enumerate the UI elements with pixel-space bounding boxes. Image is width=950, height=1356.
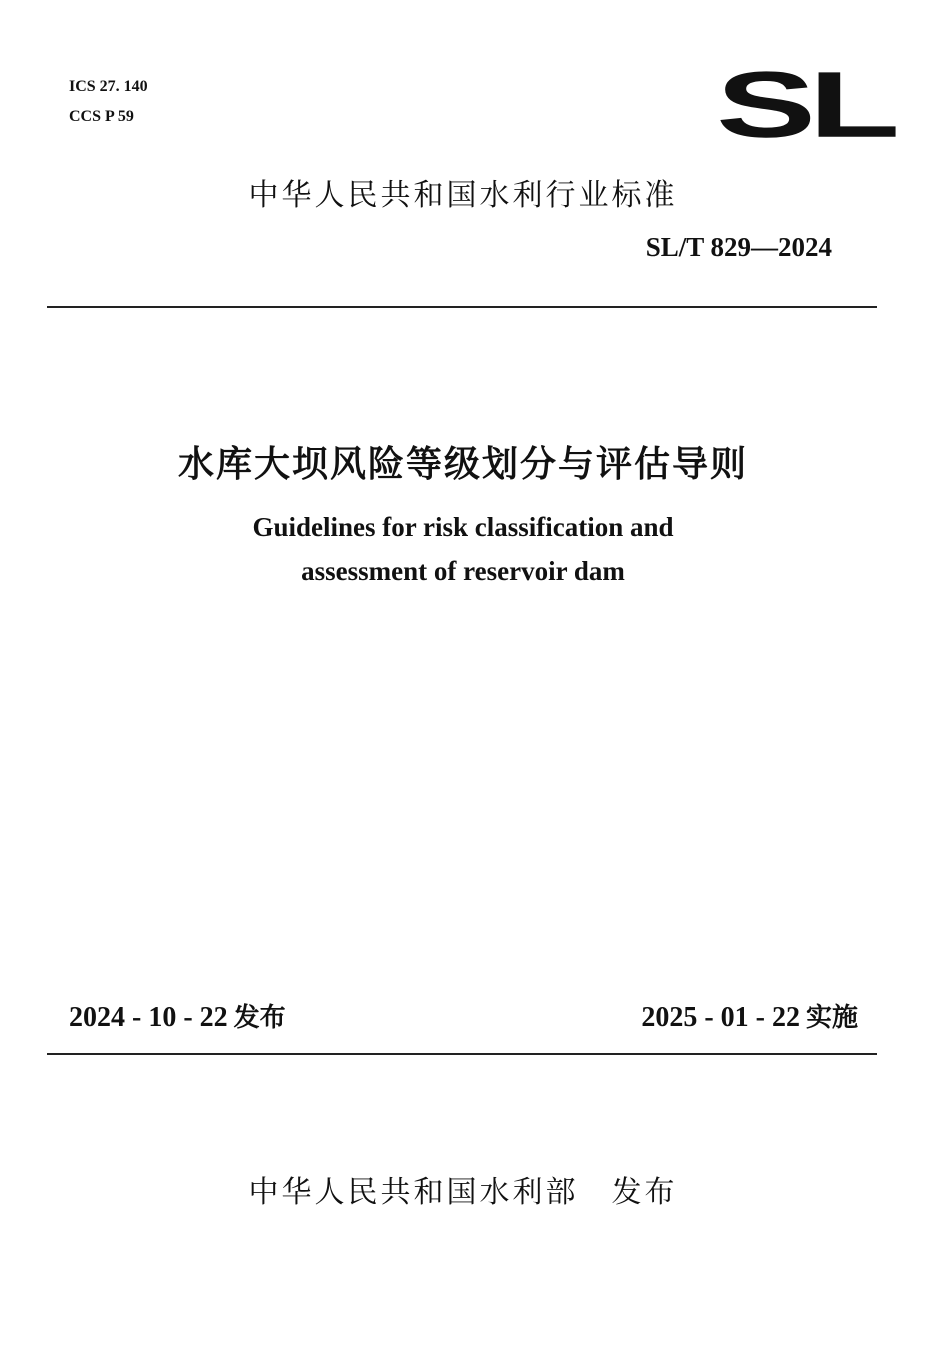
bottom-divider — [47, 1053, 877, 1055]
industry-standard-heading: 中华人民共和国水利行业标准 — [248, 178, 678, 213]
issue-date-block — [69, 997, 286, 1034]
top-divider — [47, 306, 877, 308]
title-chinese: 水库大坝风险等级划分与评估导则 — [177, 444, 748, 485]
standard-number: SL/T 829—2024 — [645, 232, 832, 262]
publisher: 中华人民共和国水利部 发布 — [248, 1175, 678, 1210]
classification-codes — [69, 72, 148, 132]
title-english-line1: Guidelines for risk classification and — [252, 512, 674, 542]
implement-date: 2025 - 01 - 22 — [641, 1002, 800, 1033]
implement-date-block — [641, 997, 858, 1034]
issue-label: 发布 — [233, 1003, 286, 1033]
sl-logo: SL — [716, 52, 893, 158]
title-english-line2: assessment of reservoir dam — [301, 556, 625, 586]
ics-code: ICS 27. 140 — [69, 78, 148, 95]
implement-label: 实施 — [805, 1003, 858, 1033]
ccs-code: CCS P 59 — [69, 108, 134, 125]
issue-date: 2024 - 10 - 22 — [69, 1002, 228, 1033]
